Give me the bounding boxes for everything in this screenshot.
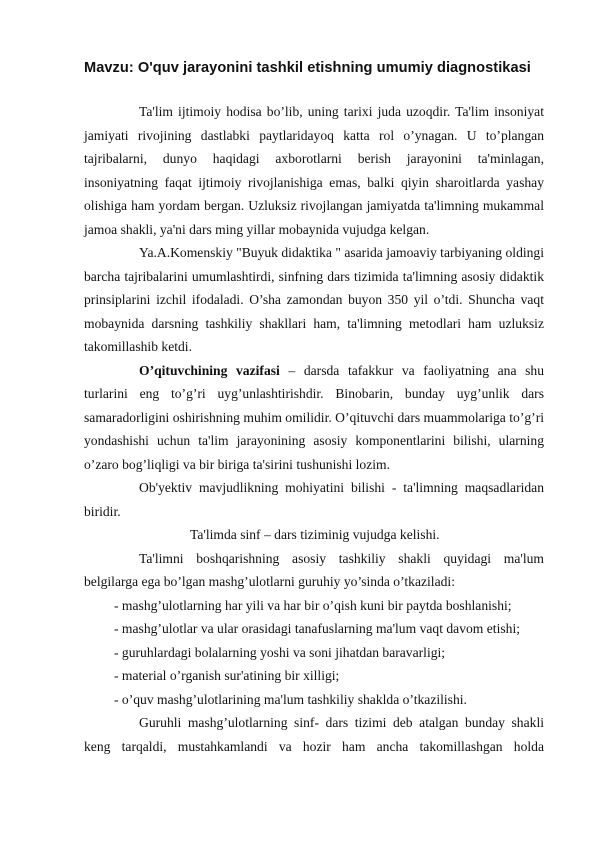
paragraph-last: Guruhli mashg’ulotlarning sinf- dars tizimi deb atalgan bunday shakli keng tarqaldi, mustahkamlandi va hozir ham ancha takomillashgan holda (84, 715, 544, 754)
list-item: - material o’rganish sur'atining bir xilligi; (114, 668, 340, 683)
document-body (84, 100, 544, 758)
paragraph-teacher-task (84, 359, 544, 477)
paragraph-komenskiy: Ya.A.Komenskiy "Buyuk didaktika " asarida jamoaviy tarbiyaning oldingi barcha tajribalarini umumlashtirdi, sinfning dars tizimida ta'limning asosiy didaktik prinsiplarini izchil ifodaladi. O’sha zamondan buyon 350 yil o’tdi. Shuncha vaqt mobaynida darsning tashkiliy shakllari ham, ta'limning metodlari ham uzluksiz takomillashib ketdi. (84, 245, 545, 354)
section-heading: Ta'limda sinf – dars tiziminig vujudga kelishi. (190, 527, 440, 542)
paragraph-intro: Ta'lim ijtimoiy hodisa bo’lib, uning tarixi juda uzoqdir. Ta'lim insoniyat jamiyati rivojining dastlabki paytlaridayoq katta rol o’ynagan. U to’plangan tajribalarni, dunyo haqidagi axborotlarni berish jarayonini ta'minlagan, insoniyatning faqat ijtimoiy rivojlanishiga emas, balki qiyin sharoitlarda yashay olishiga ham yordam bergan. Uzluksiz rivojlangan jamiyatda ta'limning mukammal jamoa shakli, ya'ni dars ming yillar mobaynida vujudga kelgan. (84, 104, 544, 237)
list-item: - o’quv mashg’ulotlarining ma'lum tashkiliy shaklda o’tkazilishi. (114, 691, 467, 707)
list-item: - mashg’ulotlarning har yili va har bir o’qish kuni bir paytda boshlanishi; (114, 597, 512, 613)
paragraph-form: Ta'limni boshqarishning asosiy tashkiliy shakli quyidagi ma'lum belgilarga ega bo’lgan mashg’ulotlarni guruhiy yo’sinda o’tkaziladi: (84, 550, 544, 589)
list-item: - mashg’ulotlar va ular orasidagi tanafuslarning ma'lum vaqt davom etishi; (114, 621, 521, 636)
teacher-task-term: O’qituvchining vazifasi (139, 362, 280, 378)
teacher-task-text: – darsda tafakkur va faoliyatning ana shu turlarini eng to’g’ri uyg’unlashtirishdir. Binobarin, bunday uyg’unlik dars samaradorligini oshirishning muhim omilidir. O’qituvchi dars muammolariga to’g’ri yondashishi uchun ta'lim jarayonining asosiy komponentlarini bilishi, ularning o’zaro bog’liqligi va bir biriga ta'sirini tushunishi lozim. (84, 362, 544, 472)
page-title: Mavzu: O'quv jarayonini tashkil etishning umumiy diagnostikasi (84, 60, 531, 76)
list-item: - guruhlardagi bolalarning yoshi va soni jihatdan baravarligi; (114, 644, 446, 660)
paragraph-objective: Ob'yektiv mavjudlikning mohiyatini bilishi - ta'limning maqsadlaridan biridir. (84, 480, 544, 519)
